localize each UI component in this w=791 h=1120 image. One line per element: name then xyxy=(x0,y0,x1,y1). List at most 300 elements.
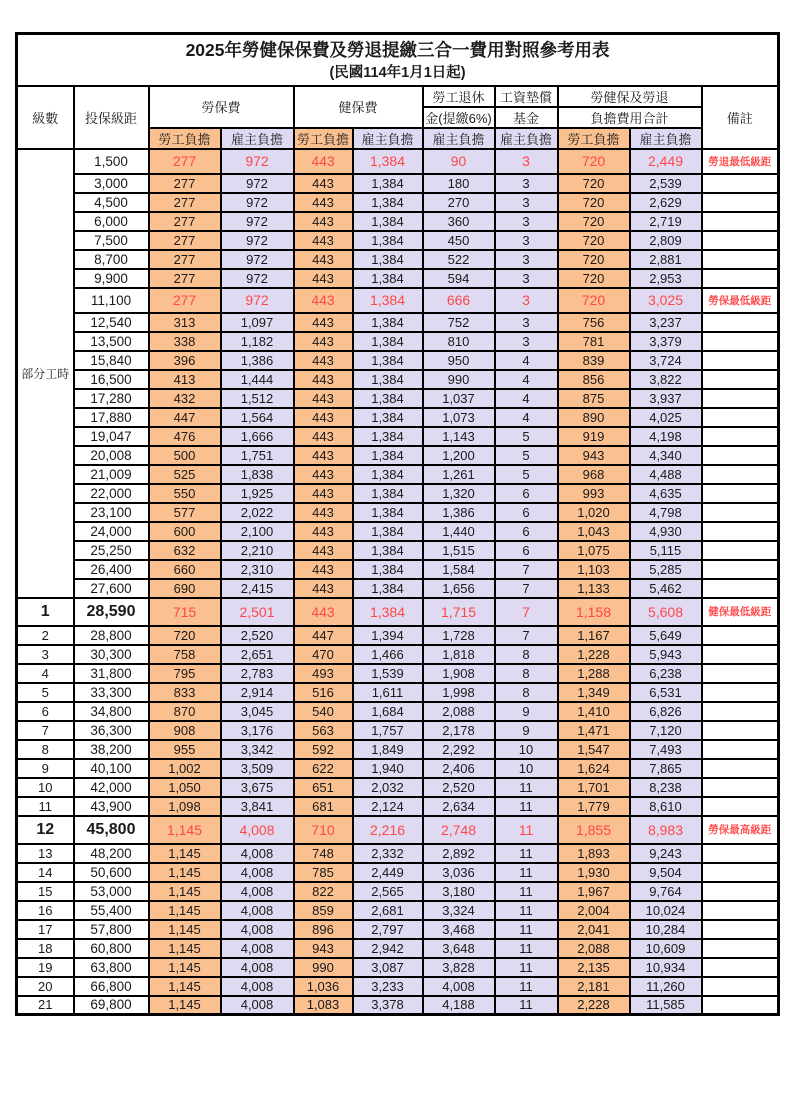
bracket-cell: 63,800 xyxy=(74,958,149,977)
header-total-line1: 勞健保及勞退 xyxy=(558,86,702,107)
value-cell: 360 xyxy=(423,212,495,231)
value-cell: 839 xyxy=(558,351,630,370)
value-cell: 1,167 xyxy=(558,626,630,645)
remark-cell xyxy=(702,484,779,503)
level-cell: 4 xyxy=(17,664,74,683)
value-cell: 443 xyxy=(294,598,353,626)
bracket-cell: 7,500 xyxy=(74,231,149,250)
bracket-cell: 69,800 xyxy=(74,996,149,1015)
remark-cell xyxy=(702,560,779,579)
value-cell: 2,332 xyxy=(353,844,423,863)
bracket-cell: 28,590 xyxy=(74,598,149,626)
bracket-cell: 27,600 xyxy=(74,579,149,598)
table-row xyxy=(17,740,779,759)
table-row xyxy=(17,427,779,446)
value-cell: 476 xyxy=(149,427,221,446)
remark-cell xyxy=(702,664,779,683)
table-row xyxy=(17,351,779,370)
value-cell: 3,342 xyxy=(221,740,294,759)
value-cell: 277 xyxy=(149,269,221,288)
value-cell: 9 xyxy=(495,702,558,721)
value-cell: 2,953 xyxy=(630,269,702,288)
value-cell: 6 xyxy=(495,484,558,503)
value-cell: 2,565 xyxy=(353,882,423,901)
value-cell: 681 xyxy=(294,797,353,816)
value-cell: 3,324 xyxy=(423,901,495,920)
subheader-labor-employee: 勞工負擔 xyxy=(149,128,221,149)
level-cell: 5 xyxy=(17,683,74,702)
bracket-cell: 4,500 xyxy=(74,193,149,212)
value-cell: 525 xyxy=(149,465,221,484)
bracket-cell: 57,800 xyxy=(74,920,149,939)
level-cell: 17 xyxy=(17,920,74,939)
value-cell: 3,180 xyxy=(423,882,495,901)
value-cell: 6 xyxy=(495,541,558,560)
remark-cell xyxy=(702,174,779,193)
value-cell: 896 xyxy=(294,920,353,939)
value-cell: 1,386 xyxy=(221,351,294,370)
remark-cell xyxy=(702,797,779,816)
value-cell: 11 xyxy=(495,939,558,958)
value-cell: 1,728 xyxy=(423,626,495,645)
remark-cell xyxy=(702,408,779,427)
value-cell: 1,288 xyxy=(558,664,630,683)
value-cell: 4 xyxy=(495,389,558,408)
value-cell: 4 xyxy=(495,370,558,389)
value-cell: 443 xyxy=(294,269,353,288)
value-cell: 622 xyxy=(294,759,353,778)
value-cell: 943 xyxy=(294,939,353,958)
value-cell: 968 xyxy=(558,465,630,484)
value-cell: 1,098 xyxy=(149,797,221,816)
value-cell: 443 xyxy=(294,370,353,389)
value-cell: 1,036 xyxy=(294,977,353,996)
remark-cell xyxy=(702,901,779,920)
value-cell: 1,145 xyxy=(149,863,221,882)
value-cell: 1,855 xyxy=(558,816,630,844)
remark-cell xyxy=(702,863,779,882)
value-cell: 859 xyxy=(294,901,353,920)
value-cell: 11 xyxy=(495,977,558,996)
value-cell: 563 xyxy=(294,721,353,740)
subheader-wage-fund-employer: 雇主負擔 xyxy=(495,128,558,149)
level-cell: 9 xyxy=(17,759,74,778)
remark-cell xyxy=(702,977,779,996)
value-cell: 9,764 xyxy=(630,882,702,901)
value-cell: 4,008 xyxy=(221,863,294,882)
value-cell: 2,748 xyxy=(423,816,495,844)
value-cell: 1,757 xyxy=(353,721,423,740)
value-cell: 277 xyxy=(149,250,221,269)
value-cell: 1,384 xyxy=(353,288,423,313)
value-cell: 2,634 xyxy=(423,797,495,816)
value-cell: 856 xyxy=(558,370,630,389)
value-cell: 8,983 xyxy=(630,816,702,844)
value-cell: 2,629 xyxy=(630,193,702,212)
value-cell: 1,043 xyxy=(558,522,630,541)
table-row xyxy=(17,231,779,250)
bracket-cell: 17,280 xyxy=(74,389,149,408)
subheader-health-employee: 勞工負擔 xyxy=(294,128,353,149)
value-cell: 781 xyxy=(558,332,630,351)
value-cell: 4,188 xyxy=(423,996,495,1015)
value-cell: 972 xyxy=(221,149,294,174)
value-cell: 6,826 xyxy=(630,702,702,721)
value-cell: 2,651 xyxy=(221,645,294,664)
value-cell: 3 xyxy=(495,174,558,193)
value-cell: 1,384 xyxy=(353,193,423,212)
table-row xyxy=(17,901,779,920)
value-cell: 4,008 xyxy=(221,901,294,920)
value-cell: 810 xyxy=(423,332,495,351)
table-row xyxy=(17,370,779,389)
remark-cell xyxy=(702,702,779,721)
value-cell: 3,648 xyxy=(423,939,495,958)
value-cell: 1,050 xyxy=(149,778,221,797)
value-cell: 1,466 xyxy=(353,645,423,664)
value-cell: 1,849 xyxy=(353,740,423,759)
value-cell: 443 xyxy=(294,408,353,427)
value-cell: 313 xyxy=(149,313,221,332)
value-cell: 2,292 xyxy=(423,740,495,759)
value-cell: 4,488 xyxy=(630,465,702,484)
value-cell: 413 xyxy=(149,370,221,389)
level-cell: 19 xyxy=(17,958,74,977)
value-cell: 4,008 xyxy=(221,977,294,996)
value-cell: 443 xyxy=(294,522,353,541)
header-wage-fund-line1: 工資墊償 xyxy=(495,86,558,107)
level-cell: 7 xyxy=(17,721,74,740)
value-cell: 443 xyxy=(294,149,353,174)
value-cell: 10,024 xyxy=(630,901,702,920)
value-cell: 7 xyxy=(495,598,558,626)
value-cell: 5 xyxy=(495,446,558,465)
value-cell: 1,145 xyxy=(149,958,221,977)
level-cell: 20 xyxy=(17,977,74,996)
value-cell: 2,881 xyxy=(630,250,702,269)
bracket-cell: 24,000 xyxy=(74,522,149,541)
value-cell: 2,797 xyxy=(353,920,423,939)
value-cell: 1,384 xyxy=(353,231,423,250)
value-cell: 11 xyxy=(495,882,558,901)
value-cell: 1,515 xyxy=(423,541,495,560)
value-cell: 1,145 xyxy=(149,882,221,901)
value-cell: 1,386 xyxy=(423,503,495,522)
value-cell: 1,471 xyxy=(558,721,630,740)
value-cell: 3 xyxy=(495,149,558,174)
value-cell: 6,531 xyxy=(630,683,702,702)
remark-cell xyxy=(702,778,779,797)
level-cell: 10 xyxy=(17,778,74,797)
value-cell: 443 xyxy=(294,288,353,313)
value-cell: 1,158 xyxy=(558,598,630,626)
bracket-cell: 48,200 xyxy=(74,844,149,863)
value-cell: 443 xyxy=(294,212,353,231)
value-cell: 2,088 xyxy=(423,702,495,721)
value-cell: 1,444 xyxy=(221,370,294,389)
bracket-cell: 22,000 xyxy=(74,484,149,503)
value-cell: 1,384 xyxy=(353,149,423,174)
value-cell: 270 xyxy=(423,193,495,212)
bracket-cell: 55,400 xyxy=(74,901,149,920)
value-cell: 3,025 xyxy=(630,288,702,313)
value-cell: 4,008 xyxy=(221,939,294,958)
value-cell: 1,611 xyxy=(353,683,423,702)
subheader-total-employee: 勞工負擔 xyxy=(558,128,630,149)
value-cell: 1,384 xyxy=(353,269,423,288)
value-cell: 1,384 xyxy=(353,212,423,231)
value-cell: 2,681 xyxy=(353,901,423,920)
value-cell: 550 xyxy=(149,484,221,503)
value-cell: 4,635 xyxy=(630,484,702,503)
header-remark: 備註 xyxy=(702,86,779,149)
bracket-cell: 3,000 xyxy=(74,174,149,193)
part-time-level-cell: 部分工時 xyxy=(17,149,74,598)
value-cell: 720 xyxy=(558,212,630,231)
remark-cell xyxy=(702,721,779,740)
value-cell: 833 xyxy=(149,683,221,702)
value-cell: 2,539 xyxy=(630,174,702,193)
value-cell: 2,892 xyxy=(423,844,495,863)
value-cell: 2,041 xyxy=(558,920,630,939)
value-cell: 1,564 xyxy=(221,408,294,427)
value-cell: 1,261 xyxy=(423,465,495,484)
value-cell: 443 xyxy=(294,503,353,522)
value-cell: 443 xyxy=(294,231,353,250)
value-cell: 4 xyxy=(495,351,558,370)
table-row xyxy=(17,149,779,174)
value-cell: 2,100 xyxy=(221,522,294,541)
table-row xyxy=(17,721,779,740)
value-cell: 443 xyxy=(294,174,353,193)
value-cell: 443 xyxy=(294,250,353,269)
table-row xyxy=(17,484,779,503)
header-wage-fund-line2: 基金 xyxy=(495,107,558,128)
value-cell: 443 xyxy=(294,351,353,370)
level-cell: 11 xyxy=(17,797,74,816)
bracket-cell: 53,000 xyxy=(74,882,149,901)
value-cell: 180 xyxy=(423,174,495,193)
value-cell: 11 xyxy=(495,920,558,939)
remark-cell xyxy=(702,332,779,351)
value-cell: 3,937 xyxy=(630,389,702,408)
value-cell: 1,384 xyxy=(353,370,423,389)
value-cell: 600 xyxy=(149,522,221,541)
value-cell: 1,384 xyxy=(353,427,423,446)
table-row xyxy=(17,863,779,882)
value-cell: 443 xyxy=(294,484,353,503)
table-title: 2025年勞健保保費及勞退提繳三合一費用對照參考用表 xyxy=(185,40,610,61)
remark-cell: 勞退最低級距 xyxy=(702,149,779,174)
value-cell: 720 xyxy=(558,174,630,193)
table-row xyxy=(17,465,779,484)
value-cell: 3 xyxy=(495,288,558,313)
value-cell: 277 xyxy=(149,193,221,212)
remark-cell xyxy=(702,427,779,446)
value-cell: 3 xyxy=(495,313,558,332)
table-row xyxy=(17,816,779,844)
bracket-cell: 8,700 xyxy=(74,250,149,269)
value-cell: 3,036 xyxy=(423,863,495,882)
value-cell: 2,415 xyxy=(221,579,294,598)
value-cell: 2,809 xyxy=(630,231,702,250)
bracket-cell: 36,300 xyxy=(74,721,149,740)
value-cell: 2,210 xyxy=(221,541,294,560)
remark-cell xyxy=(702,683,779,702)
value-cell: 748 xyxy=(294,844,353,863)
remark-cell xyxy=(702,882,779,901)
value-cell: 11 xyxy=(495,816,558,844)
value-cell: 443 xyxy=(294,389,353,408)
value-cell: 4 xyxy=(495,408,558,427)
value-cell: 660 xyxy=(149,560,221,579)
value-cell: 4,008 xyxy=(221,816,294,844)
value-cell: 908 xyxy=(149,721,221,740)
value-cell: 3,675 xyxy=(221,778,294,797)
value-cell: 2,449 xyxy=(353,863,423,882)
subheader-total-employer: 雇主負擔 xyxy=(630,128,702,149)
table-body xyxy=(17,149,779,1015)
value-cell: 277 xyxy=(149,288,221,313)
table-row xyxy=(17,250,779,269)
value-cell: 3,378 xyxy=(353,996,423,1015)
value-cell: 972 xyxy=(221,212,294,231)
value-cell: 10 xyxy=(495,740,558,759)
value-cell: 5 xyxy=(495,465,558,484)
header-labor-insurance: 勞保費 xyxy=(149,86,294,128)
table-row xyxy=(17,844,779,863)
value-cell: 8 xyxy=(495,645,558,664)
value-cell: 2,520 xyxy=(221,626,294,645)
table-row xyxy=(17,212,779,231)
bracket-cell: 13,500 xyxy=(74,332,149,351)
value-cell: 594 xyxy=(423,269,495,288)
value-cell: 1,145 xyxy=(149,939,221,958)
header-pension-line1: 勞工退休 xyxy=(423,86,495,107)
header-total-line2: 負擔費用合計 xyxy=(558,107,702,128)
level-cell: 18 xyxy=(17,939,74,958)
value-cell: 7 xyxy=(495,579,558,598)
value-cell: 277 xyxy=(149,212,221,231)
value-cell: 720 xyxy=(558,269,630,288)
value-cell: 1,037 xyxy=(423,389,495,408)
remark-cell xyxy=(702,645,779,664)
table-row xyxy=(17,759,779,778)
value-cell: 5,462 xyxy=(630,579,702,598)
value-cell: 443 xyxy=(294,465,353,484)
subheader-labor-employer: 雇主負擔 xyxy=(221,128,294,149)
value-cell: 3 xyxy=(495,332,558,351)
bracket-cell: 6,000 xyxy=(74,212,149,231)
table-row xyxy=(17,645,779,664)
value-cell: 2,914 xyxy=(221,683,294,702)
value-cell: 1,073 xyxy=(423,408,495,427)
bracket-cell: 25,250 xyxy=(74,541,149,560)
value-cell: 3,828 xyxy=(423,958,495,977)
level-cell: 1 xyxy=(17,598,74,626)
table-row xyxy=(17,598,779,626)
remark-cell xyxy=(702,389,779,408)
value-cell: 2,135 xyxy=(558,958,630,977)
value-cell: 8 xyxy=(495,683,558,702)
remark-cell xyxy=(702,250,779,269)
bracket-cell: 33,300 xyxy=(74,683,149,702)
value-cell: 690 xyxy=(149,579,221,598)
value-cell: 338 xyxy=(149,332,221,351)
value-cell: 756 xyxy=(558,313,630,332)
value-cell: 5,943 xyxy=(630,645,702,664)
table-row xyxy=(17,288,779,313)
value-cell: 2,216 xyxy=(353,816,423,844)
value-cell: 9,504 xyxy=(630,863,702,882)
value-cell: 5 xyxy=(495,427,558,446)
header-level: 級數 xyxy=(17,86,74,149)
value-cell: 4,008 xyxy=(221,920,294,939)
remark-cell xyxy=(702,759,779,778)
table-title-block xyxy=(17,34,779,86)
value-cell: 4,008 xyxy=(423,977,495,996)
table-row xyxy=(17,313,779,332)
bracket-cell: 17,880 xyxy=(74,408,149,427)
value-cell: 3 xyxy=(495,269,558,288)
table-row xyxy=(17,683,779,702)
value-cell: 1,656 xyxy=(423,579,495,598)
value-cell: 1,940 xyxy=(353,759,423,778)
value-cell: 1,384 xyxy=(353,598,423,626)
table-row xyxy=(17,408,779,427)
value-cell: 10,934 xyxy=(630,958,702,977)
bracket-cell: 31,800 xyxy=(74,664,149,683)
table-row xyxy=(17,958,779,977)
premium-reference-table xyxy=(15,32,780,1016)
value-cell: 972 xyxy=(221,250,294,269)
value-cell: 11 xyxy=(495,863,558,882)
value-cell: 1,182 xyxy=(221,332,294,351)
level-cell: 16 xyxy=(17,901,74,920)
value-cell: 493 xyxy=(294,664,353,683)
value-cell: 443 xyxy=(294,193,353,212)
value-cell: 7,865 xyxy=(630,759,702,778)
value-cell: 3,468 xyxy=(423,920,495,939)
value-cell: 500 xyxy=(149,446,221,465)
value-cell: 651 xyxy=(294,778,353,797)
table-row xyxy=(17,882,779,901)
table-row xyxy=(17,193,779,212)
value-cell: 6,238 xyxy=(630,664,702,683)
value-cell: 11 xyxy=(495,901,558,920)
value-cell: 2,719 xyxy=(630,212,702,231)
value-cell: 11,585 xyxy=(630,996,702,1015)
bracket-cell: 23,100 xyxy=(74,503,149,522)
value-cell: 720 xyxy=(149,626,221,645)
level-cell: 6 xyxy=(17,702,74,721)
remark-cell xyxy=(702,996,779,1015)
value-cell: 870 xyxy=(149,702,221,721)
value-cell: 990 xyxy=(294,958,353,977)
bracket-cell: 16,500 xyxy=(74,370,149,389)
table-row xyxy=(17,579,779,598)
remark-cell xyxy=(702,269,779,288)
level-cell: 3 xyxy=(17,645,74,664)
value-cell: 1,200 xyxy=(423,446,495,465)
value-cell: 4,008 xyxy=(221,996,294,1015)
value-cell: 1,701 xyxy=(558,778,630,797)
value-cell: 666 xyxy=(423,288,495,313)
value-cell: 11 xyxy=(495,958,558,977)
remark-cell xyxy=(702,446,779,465)
level-cell: 21 xyxy=(17,996,74,1015)
value-cell: 1,818 xyxy=(423,645,495,664)
